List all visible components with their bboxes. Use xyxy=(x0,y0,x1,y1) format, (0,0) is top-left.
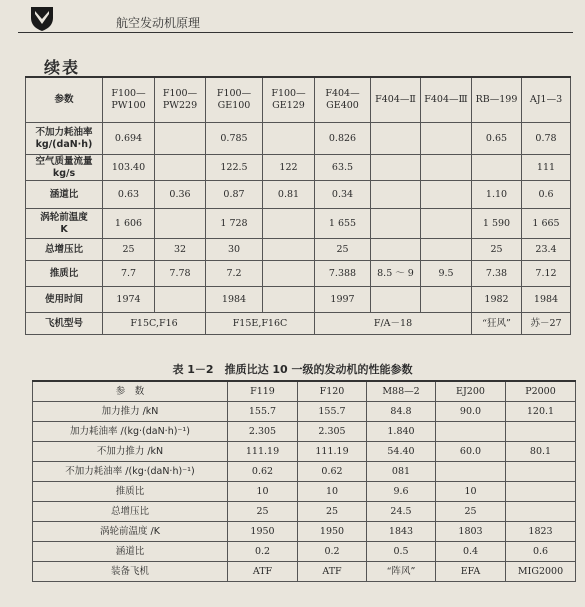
table-row xyxy=(33,502,576,522)
row-label: 飞机型号 xyxy=(26,313,103,335)
table-row xyxy=(33,542,576,562)
table-cell: 7.12 xyxy=(522,261,571,287)
table-cell xyxy=(263,287,315,313)
table-cell: 60.0 xyxy=(436,442,506,462)
table-cell: 0.78 xyxy=(522,123,571,155)
table-cell xyxy=(371,287,421,313)
table-cell: 0.62 xyxy=(228,462,298,482)
table-cell: 1984 xyxy=(206,287,263,313)
table-cell: 苏－27 xyxy=(522,313,571,335)
table-cell xyxy=(155,123,206,155)
table-cell: 30 xyxy=(206,239,263,261)
engine-header: P2000 xyxy=(506,381,576,402)
table-cell xyxy=(263,209,315,239)
row-label: 加力推力 /kN xyxy=(33,402,228,422)
table-cell: 0.36 xyxy=(155,181,206,209)
table-cell: 122 xyxy=(263,155,315,181)
table-row xyxy=(26,313,571,335)
table-cell: 1974 xyxy=(103,287,155,313)
table-cell xyxy=(155,209,206,239)
table-cell xyxy=(263,123,315,155)
table-cell xyxy=(436,422,506,442)
table-cell: 0.34 xyxy=(315,181,371,209)
table-cell: 1823 xyxy=(506,522,576,542)
table-cell: 25 xyxy=(298,502,367,522)
engine-header: F404—Ⅱ xyxy=(371,77,421,123)
table-cell: 0.694 xyxy=(103,123,155,155)
table-cell: 7.7 xyxy=(103,261,155,287)
engine-header: F404—Ⅲ xyxy=(421,77,472,123)
table-cell xyxy=(421,287,472,313)
table-cell xyxy=(371,123,421,155)
table-cell: 54.40 xyxy=(367,442,436,462)
row-label: 推质比 xyxy=(26,261,103,287)
table-cell xyxy=(506,502,576,522)
table-cell: 1 728 xyxy=(206,209,263,239)
table-cell: 1 590 xyxy=(472,209,522,239)
table-cell: 32 xyxy=(155,239,206,261)
table-row xyxy=(33,522,576,542)
table-cell: “狂风” xyxy=(472,313,522,335)
engine-header: F100—PW100 xyxy=(103,77,155,123)
engine-table-continued xyxy=(25,76,571,335)
table-cell: 122.5 xyxy=(206,155,263,181)
table-cell: 0.785 xyxy=(206,123,263,155)
table-cell: F15E,F16C xyxy=(206,313,315,335)
table-row xyxy=(26,155,571,181)
engine-header: EJ200 xyxy=(436,381,506,402)
table-row xyxy=(26,209,571,239)
table-cell: ATF xyxy=(298,562,367,582)
table-cell xyxy=(155,287,206,313)
table-cell: 1 665 xyxy=(522,209,571,239)
table-cell xyxy=(263,261,315,287)
table-cell: 84.8 xyxy=(367,402,436,422)
table-cell: 90.0 xyxy=(436,402,506,422)
table-cell xyxy=(263,239,315,261)
table-cell: 10 xyxy=(436,482,506,502)
table-cell: 0.81 xyxy=(263,181,315,209)
row-label: 涡轮前温度 /K xyxy=(33,522,228,542)
table-cell: 25 xyxy=(315,239,371,261)
header-rule xyxy=(18,32,573,33)
table-cell: 9.5 xyxy=(421,261,472,287)
table-cell: 0.62 xyxy=(298,462,367,482)
table-cell: 0.63 xyxy=(103,181,155,209)
table-row xyxy=(26,261,571,287)
row-label: 总增压比 xyxy=(26,239,103,261)
table-cell xyxy=(421,209,472,239)
table-cell: 1997 xyxy=(315,287,371,313)
engine-header: F100—GE129 xyxy=(263,77,315,123)
table-cell: 0.2 xyxy=(228,542,298,562)
table-cell: 0.6 xyxy=(506,542,576,562)
table-cell: 23.4 xyxy=(522,239,571,261)
table-cell: 0.65 xyxy=(472,123,522,155)
table-row xyxy=(26,123,571,155)
table-cell: 155.7 xyxy=(228,402,298,422)
engine-header: M88—2 xyxy=(367,381,436,402)
table-cell xyxy=(421,155,472,181)
table-cell: EFA xyxy=(436,562,506,582)
table-row xyxy=(33,562,576,582)
table-cell: 1982 xyxy=(472,287,522,313)
param-header: 参 数 xyxy=(33,381,228,402)
row-label: 推质比 xyxy=(33,482,228,502)
table-cell xyxy=(371,155,421,181)
table-cell: 103.40 xyxy=(103,155,155,181)
table-cell: 155.7 xyxy=(298,402,367,422)
table-cell: “阵风” xyxy=(367,562,436,582)
table-row xyxy=(33,442,576,462)
table-cell: 25 xyxy=(436,502,506,522)
row-label: 装备飞机 xyxy=(33,562,228,582)
table-cell xyxy=(155,155,206,181)
table-cell xyxy=(371,181,421,209)
table-cell xyxy=(506,422,576,442)
table-cell: 2.305 xyxy=(228,422,298,442)
table-cell: 80.1 xyxy=(506,442,576,462)
table-row xyxy=(33,482,576,502)
table-cell: 0.826 xyxy=(315,123,371,155)
table-cell: ATF xyxy=(228,562,298,582)
table-cell: 10 xyxy=(298,482,367,502)
table2-caption: 表 1－2 推质比达 10 一级的发动机的性能参数 xyxy=(172,363,413,376)
table-cell: 7.388 xyxy=(315,261,371,287)
row-label: 涡轮前温度 K xyxy=(26,209,103,239)
row-label: 加力耗油率 /(kg·(daN·h)⁻¹) xyxy=(33,422,228,442)
param-header: 参数 xyxy=(26,77,103,123)
table-cell: 1.840 xyxy=(367,422,436,442)
table-cell: 10 xyxy=(228,482,298,502)
table-cell: F/A－18 xyxy=(315,313,472,335)
table-cell: 0.2 xyxy=(298,542,367,562)
table-cell: 1803 xyxy=(436,522,506,542)
table-cell: 0.87 xyxy=(206,181,263,209)
table-cell: 63.5 xyxy=(315,155,371,181)
table-cell: 1.10 xyxy=(472,181,522,209)
table-cell xyxy=(421,239,472,261)
table-cell xyxy=(506,482,576,502)
engine-table-2 xyxy=(32,380,576,582)
page-header xyxy=(0,0,585,40)
table-cell: 081 xyxy=(367,462,436,482)
table-cell xyxy=(506,462,576,482)
table-cell: 25 xyxy=(228,502,298,522)
header-title: 航空发动机原理 xyxy=(116,16,201,30)
table-cell xyxy=(421,181,472,209)
table-cell xyxy=(371,209,421,239)
engine-header: F100—PW229 xyxy=(155,77,206,123)
table-cell: 1984 xyxy=(522,287,571,313)
engine-header: F119 xyxy=(228,381,298,402)
table-cell: 9.6 xyxy=(367,482,436,502)
table-cell: 24.5 xyxy=(367,502,436,522)
row-label: 不加力耗油率 kg/(daN·h) xyxy=(26,123,103,155)
table-cell: 1 606 xyxy=(103,209,155,239)
table-cell: 1 655 xyxy=(315,209,371,239)
engine-header: RB—199 xyxy=(472,77,522,123)
table-cell: MIG2000 xyxy=(506,562,576,582)
row-label: 空气质量流量 kg/s xyxy=(26,155,103,181)
table-cell: 0.4 xyxy=(436,542,506,562)
table-cell xyxy=(436,462,506,482)
table-cell: F15C,F16 xyxy=(103,313,206,335)
shield-logo-icon xyxy=(30,6,54,32)
row-label: 涵道比 xyxy=(33,542,228,562)
table-row xyxy=(26,181,571,209)
table-row xyxy=(26,239,571,261)
table-cell: 111 xyxy=(522,155,571,181)
continued-label: 续表 xyxy=(44,58,81,77)
table-cell xyxy=(371,239,421,261)
table-cell xyxy=(472,155,522,181)
table-cell: 1843 xyxy=(367,522,436,542)
table-cell: 1950 xyxy=(228,522,298,542)
row-label: 不加力推力 /kN xyxy=(33,442,228,462)
table-cell: 120.1 xyxy=(506,402,576,422)
table-cell: 1950 xyxy=(298,522,367,542)
row-label: 使用时间 xyxy=(26,287,103,313)
table-cell: 8.5 ～ 9 xyxy=(371,261,421,287)
table-cell: 111.19 xyxy=(228,442,298,462)
table-row xyxy=(33,402,576,422)
table-cell: 111.19 xyxy=(298,442,367,462)
engine-header: F100—GE100 xyxy=(206,77,263,123)
table-row xyxy=(26,287,571,313)
table-cell: 7.2 xyxy=(206,261,263,287)
table-cell: 0.6 xyxy=(522,181,571,209)
table-cell: 0.5 xyxy=(367,542,436,562)
table-cell: 25 xyxy=(472,239,522,261)
row-label: 涵道比 xyxy=(26,181,103,209)
table-cell: 25 xyxy=(103,239,155,261)
engine-header: AJ1—3 xyxy=(522,77,571,123)
engine-header: F120 xyxy=(298,381,367,402)
table-cell: 7.78 xyxy=(155,261,206,287)
table-cell: 2.305 xyxy=(298,422,367,442)
table-row xyxy=(33,462,576,482)
table-cell: 7.38 xyxy=(472,261,522,287)
table-row xyxy=(33,422,576,442)
table-cell xyxy=(421,123,472,155)
row-label: 不加力耗油率 /(kg·(daN·h)⁻¹) xyxy=(33,462,228,482)
engine-header: F404—GE400 xyxy=(315,77,371,123)
row-label: 总增压比 xyxy=(33,502,228,522)
